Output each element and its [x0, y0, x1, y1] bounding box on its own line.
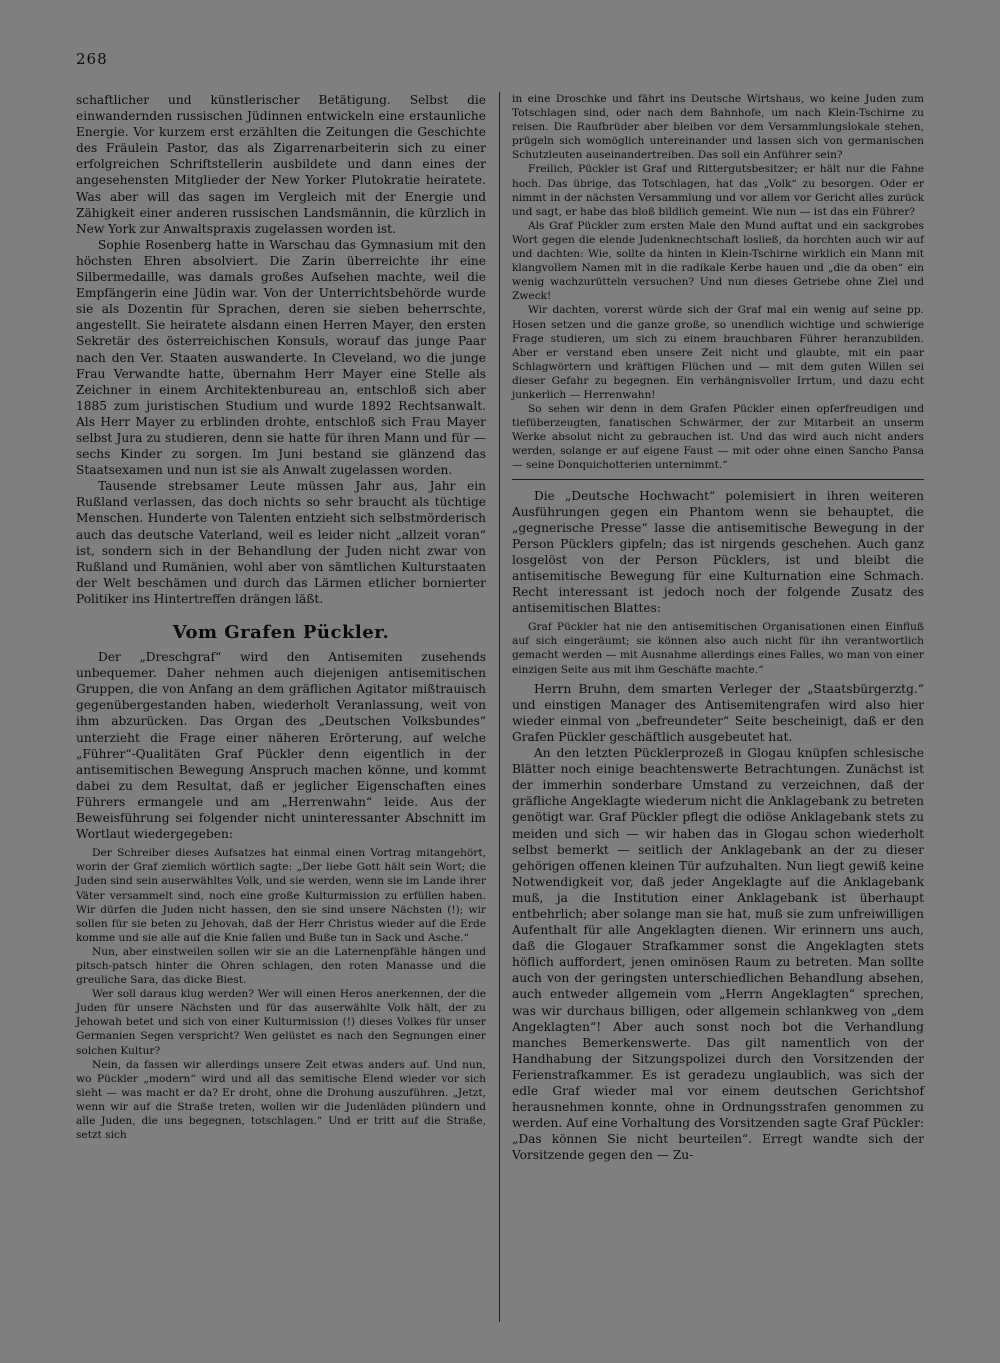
body-paragraph: schaftlicher und künstlerischer Betätigung. Selbst die einwandernden russischen Jüdinnen entwickeln eine erstaunliche Energie. Vor kurzem erst erzählten die Zeitungen die Geschichte des Fräulein Pastor, das als Zigarrenarbeiterin sich zu einer erfolgreichen Schriftstellerin ausbildete und dann eines der angesehensten Mitglieder der New Yorker Plutokratie heiratete. Was aber will das sagen im Vergleich mit der Energie und Zähigkeit einer anderen russischen Landsmännin, die kürzlich in New York zur Anwaltspraxis zugelassen worden ist.	[76, 93, 486, 236]
quote-paragraph: Nun, aber einstweilen sollen wir sie an die Laternenpfähle hängen und pitsch-patsch hinter die Ohren schlagen, den roten Manasse und die greuliche Sara, das dicke Biest.	[76, 945, 486, 987]
quote-paragraph: Freilich, Pückler ist Graf und Rittergutsbesitzer; er hält nur die Fahne hoch. Das übrige, das Totschlagen, hat das „Volk“ zu besorgen. Oder er nimmt in der nächsten Versammlung und vor allem vor Gericht alles zurück und sagt, er habe das bloß bildlich gemeint. Wie nun — ist das ein Führer?	[512, 163, 924, 218]
right-column	[512, 92, 924, 1163]
section-rule	[512, 479, 924, 480]
quote-paragraph: So sehen wir denn in dem Grafen Pückler einen opferfreudigen und tiefüberzeugten, fanatischen Schwärmer, der zur Mitarbeit an unserm Werke absolut nicht zu gebrauchen ist. Und das wird auch nicht anders werden, solange er auf eigene Faust — mit oder ohne einen Sancho Pansa — seine Donquichotterien unternimmt.“	[512, 403, 924, 472]
quote-paragraph: Der Schreiber dieses Aufsatzes hat einmal einen Vortrag mitangehört, worin der Graf ziemlich wörtlich sagte: „Der liebe Gott hält sein Wort; die Juden sind sein auserwähltes Volk, und sie werden, wenn sie im Lande ihrer Väter versammelt sind, noch eine große Kulturmission zu erfüllen haben. Wir dürfen die Juden nicht hassen, den sie sind unsere Nächsten (!); wir sollen für sie beten zu Jehovah, daß der Herr Christus wieder auf die Erde komme und sie alle auf die Knie fallen und Buße tun in Sack und Asche.“	[76, 847, 486, 944]
body-paragraph: Die „Deutsche Hochwacht“ polemisiert in ihren weiteren Ausführungen gegen ein Phantom wenn sie behauptet, die „gegnerische Presse“ lasse die antisemitische Bewegung in der Person Pücklers gipfeln; das ist nirgends geschehen. Auch ganz losgelöst von der Person Pücklers, ist und bleibt die antisemitische Bewegung für eine Kulturnation eine Schmach. Recht interessant ist jedoch noch der folgende Zusatz des antisemitischen Blattes:	[512, 488, 924, 616]
quote-paragraph: Nein, da fassen wir allerdings unsere Zeit etwas anders auf. Und nun, wo Pückler „modern“ wird und all das semitische Elend wieder vor sich sieht — was macht er da? Er droht, ohne die Drohung auszuführen. „Jetzt, wenn wir auf die Straße treten, wollen wir die Judenläden plündern und alle Juden, die uns begegnen, totschlagen.“ Und er tritt auf die Straße, setzt sich	[76, 1058, 486, 1142]
page-number: 268	[76, 50, 108, 68]
body-paragraph: An den letzten Pücklerprozeß in Glogau knüpfen schlesische Blätter noch einige beachtenswerte Betrachtungen. Zunächst ist der immerhin sonderbare Umstand zu verzeichnen, daß der gräfliche Angeklagte wiederum nicht die Anklagebank zu betreten genötigt war. Graf Pückler pflegt die odiöse Anklagebank stets zu meiden und sich — wir haben das in Glogau schon wiederholt selbst bemerkt — seitlich der Anklagebank an der zu dieser gehörigen offenen kleinen Tür aufzuhalten. Nun liegt gewiß keine Notwendigkeit vor, daß jeder Angeklagte auf die Anklagebank muß, ja die Institution einer Anklagebank ist überhaupt entbehrlich; aber solange man sie hat, muß sie zum unfreiwilligen Aufenthalt für alle Angeklagten dienen. Wir erinnern uns auch, daß die Glogauer Strafkammer sonst die Angeklagten stets höflich auffordert, jenen ominösen Raum zu betreten. Man sollte auch von der geringsten unterschiedlichen Behandlung absehen, auch entweder allgemein vom „Herrn Angeklagten“ sprechen, was wir durchaus billigen, oder allgemein schlankweg von „dem Angeklagten“! Aber auch sonst noch bot die Verhandlung manches Bemerkenswerte. Das gilt namentlich von der Handhabung der Sitzungspolizei durch den Vorsitzenden der Ferienstrafkammer. Es ist geradezu unglaublich, was sich der edle Graf wieder mal vor einem deutschen Gerichtshof herausnehmen konnte, ohne in Ordnungsstrafen genommen zu werden. Auf eine Vorhaltung des Vorsitzenden sagte Graf Pückler: „Das können Sie nicht beurteilen“. Erregt wandte sich der Vorsitzende gegen den — Zu-	[512, 746, 924, 1163]
left-column	[76, 92, 486, 1142]
quote-paragraph: in eine Droschke und fährt ins Deutsche Wirtshaus, wo keine Juden zum Totschlagen sind, oder nach dem Bahnhofe, um nach Klein-Tschirne zu reisen. Die Raufbrüder aber bleiben vor dem Versammlungslokale stehen, prügeln sich womöglich untereinander und lassen sich von germanischen Schutzleuten auseinandertreiben. Das soll ein Anführer sein?	[512, 93, 924, 162]
quote-paragraph: Wer soll daraus klug werden? Wer will einen Heros anerkennen, der die Juden für unsere Nächsten und für das auserwählte Volk hält, der zu Jehowah betet und sich von einer Kulturmission (!) dieses Volkes für unser Germanien Segen verspricht? Wen gelüstet es nach den Segnungen einer solchen Kultur?	[76, 988, 486, 1057]
body-paragraph: Tausende strebsamer Leute müssen Jahr aus, Jahr ein Rußland verlassen, das doch nichts so sehr braucht als tüchtige Menschen. Hunderte von Talenten entzieht sich selbstmörderisch auch das deutsche Vaterland, weil es leider nicht „allzeit voran“ ist, sondern sich in der Behandlung der Juden nicht zwar von Rußland und Rumänien, wohl aber von sämtlichen Kulturstaaten der Welt beschämen und durch das Lärmen etlicher bornierter Politiker ins Hintertreffen drängen läßt.	[76, 479, 486, 606]
body-paragraph: Sophie Rosenberg hatte in Warschau das Gymnasium mit den höchsten Ehren absolviert. Die Zarin überreichte ihr eine Silbermedaille, was damals großes Aufsehen machte, weil die Empfängerin eine Jüdin war. Von der Unterrichtsbehörde wurde sie als Dozentin für Sprachen, deren sie sieben beherrschte, angestellt. Sie heiratete alsdann einen Herren Mayer, den ersten Sekretär des österreichischen Konsuls, worauf das junge Paar nach den Ver. Staaten auswanderte. In Cleveland, wo die junge Frau Verwandte hatte, übernahm Herr Mayer eine Stelle als Zeichner in einem Architektenbureau an, entschloß sich aber 1885 zum juristischen Studium und wurde 1892 Rechtsanwalt. Als Herr Mayer zu erblinden drohte, entschloß sich Frau Mayer selbst Jura zu studieren, denn sie hatte für ihren Mann und für — sechs Kinder zu sorgen. Im Juni bestand sie glänzend das Staatsexamen und nun ist sie als Anwalt zugelassen worden.	[76, 237, 486, 478]
body-paragraph: Herrn Bruhn, dem smarten Verleger der „Staatsbürgerztg.“ und einstigen Manager des Antisemitengrafen wird also hier wieder einmal von „befreundeter“ Seite bescheinigt, daß er den Grafen Pückler geschäftlich ausgebeutet hat.	[512, 681, 924, 744]
body-paragraph: Der „Dreschgraf“ wird den Antisemiten zusehends unbequemer. Daher nehmen auch diejenigen antisemitischen Gruppen, die von Anfang an dem gräflichen Agitator mißtrauisch gegenübergestanden haben, wiederholt Veranlassung, weit von ihm abzurücken. Das Organ des „Deutschen Volksbundes“ unterzieht die Frage einer näheren Erörterung, auf welche „Führer“-Qualitäten Graf Pückler denn eigentlich in der antisemitischen Bewegung Anspruch machen könne, und kommt dabei zu dem Resultat, daß er jeglicher Eigenschaften eines Führers ermangele und am „Herrenwahn“ leide. Aus der Beweisführung sei folgender nicht uninteressanter Abschnitt im Wortlaut wiedergegeben:	[76, 650, 486, 842]
quote-paragraph: Wir dachten, vorerst würde sich der Graf mal ein wenig auf seine pp. Hosen setzen und die ganze große, so unendlich wichtige und schwierige Frage studieren, um sich zu einem brauchbaren Führer heranzubilden. Aber er verstand eben unsere Zeit nicht und glaubte, mit ein paar Schlagwörtern und kräftigen Flüchen und — mit dem guten Willen sei dieser Gefahr zu begegnen. Ein verhängnisvoller Irrtum, und dazu echt junkerlich — Herrenwahn!	[512, 304, 924, 401]
column-divider	[499, 92, 500, 1322]
section-heading: Vom Grafen Pückler.	[172, 622, 390, 643]
quote-paragraph: Als Graf Pückler zum ersten Male den Mund auftat und ein sackgrobes Wort gegen die elende Judenknechtschaft losließ, da horchten auch wir auf und dachten: Wie, sollte da hinten in Klein-Tschirne wirklich ein Mann mit klangvollem Namen mit in die radikale Kerbe hauen und „die da oben“ ein wenig wachzurütteln versuchen? Und nun dieses Getriebe ohne Ziel und Zweck!	[512, 219, 924, 303]
quote-paragraph: Graf Pückler hat nie den antisemitischen Organisationen einen Einfluß auf sich eingeräumt; sie können also auch nicht für ihn verantwortlich gemacht werden — mit Ausnahme allerdings eines Falles, wo man von einer einzigen Seite aus mit ihm Geschäfte machte.“	[512, 621, 924, 676]
